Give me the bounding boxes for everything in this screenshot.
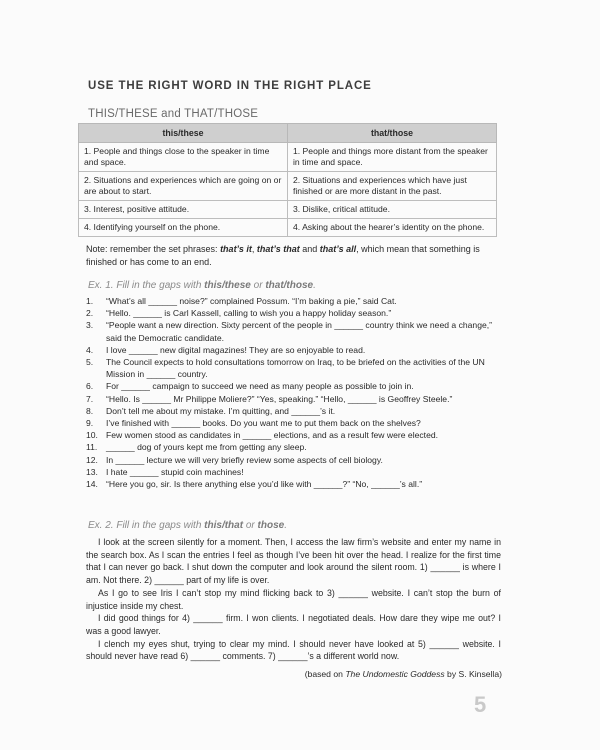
- item-text: “Here you go, sir. Is there anything else you’d like with ______?” “No, ______’s all.”: [106, 479, 423, 490]
- note-sep: ,: [251, 244, 257, 254]
- item-text: I love ______ new digital magazines! They are so enjoyable to read.: [106, 344, 366, 355]
- list-item: [86, 466, 504, 478]
- note-phrase-thats-that: that’s that: [256, 244, 300, 254]
- item-number: 11.: [86, 442, 98, 453]
- list-item: [86, 307, 504, 319]
- item-text: In ______ lecture we will very briefly review some aspects of cell biology.: [106, 454, 383, 465]
- note-sep: and: [299, 244, 320, 254]
- table-cell: 3. Dislike, critical attitude.: [288, 201, 497, 219]
- item-text: “People want a new direction. Sixty percent of the people in ______ country think we need a change,” said the Democratic candidate.: [106, 320, 493, 343]
- source-citation: [305, 669, 502, 679]
- item-text: “Hello. Is ______ Mr Philippe Moliere?” “Yes, speaking.” “Hello, ______ is Geoffrey Steele.”: [106, 393, 453, 404]
- item-number: 12.: [86, 454, 98, 465]
- section-subtitle: THIS/THESE and THAT/THOSE: [88, 108, 259, 120]
- table-row: [79, 143, 497, 172]
- item-number: 13.: [86, 466, 98, 477]
- item-text: Few women stood as candidates in ______ elections, and as a result few were elected.: [106, 430, 439, 441]
- item-number: 8.: [86, 405, 94, 416]
- item-number: 2.: [86, 308, 94, 319]
- prose-paragraph: I clench my eyes shut, trying to clear my mind. I should never have looked at 5) ______ website. I should never have read 6) ______ comments. 7) ______’s a different world now.: [86, 638, 501, 662]
- table-row: [79, 219, 497, 237]
- table-row: [79, 201, 497, 219]
- item-number: 4.: [86, 344, 94, 355]
- item-text: For ______ campaign to succeed we need as many people as possible to join in.: [106, 381, 414, 392]
- item-number: 10.: [86, 430, 98, 441]
- table-header-this-these: this/these: [79, 124, 288, 143]
- item-number: 14.: [86, 479, 98, 490]
- item-number: 3.: [86, 320, 94, 331]
- ex1-heading-text: .: [313, 280, 316, 291]
- exercise-2-heading: [88, 520, 287, 531]
- item-text: I’ve finished with ______ books. Do you want me to put them back on the shelves?: [106, 418, 421, 429]
- source-prefix: (based on: [304, 669, 346, 679]
- ex1-heading-word: this/these: [204, 280, 251, 291]
- note-phrase-thats-it: that’s it: [220, 244, 252, 254]
- source-suffix: by S. Kinsella): [444, 669, 502, 679]
- exercise-2-text: [86, 536, 501, 663]
- list-item: [86, 441, 504, 453]
- ex2-heading-text: Ex. 2. Fill in the gaps with: [88, 520, 205, 531]
- prose-paragraph: As I go to see Iris I can’t stop my mind flicking back to 3) ______ website. I can’t stop the burn of injustice inside my chest.: [86, 587, 501, 611]
- prose-paragraph: I did good things for 4) ______ firm. I won clients. I negotiated deals. How dare they wipe me out? I was a good lawyer.: [86, 613, 501, 636]
- item-text: I hate ______ stupid coin machines!: [106, 466, 244, 477]
- ex2-heading-word: those: [257, 520, 285, 531]
- list-item: [86, 393, 504, 405]
- note-phrase-thats-all: that’s all: [319, 244, 357, 254]
- page-number: 5: [474, 692, 487, 717]
- table-cell: 4. Identifying yourself on the phone.: [79, 219, 288, 237]
- table-cell: 2. Situations and experiences which have just finished or are more distant in the past.: [288, 172, 497, 201]
- ex1-heading-word: that/those: [265, 280, 314, 291]
- item-number: 6.: [86, 381, 94, 392]
- list-item: [86, 356, 504, 380]
- table-row: [79, 172, 497, 201]
- list-item: [86, 319, 504, 343]
- item-number: 7.: [86, 393, 94, 404]
- list-item: [86, 405, 504, 417]
- note-suffix: , which mean that something is finished or has come to an end.: [86, 244, 480, 267]
- item-text: Don’t tell me about my mistake. I’m quitting, and ______’s it.: [106, 405, 336, 416]
- rules-table: [78, 123, 497, 237]
- ex1-heading-text: Ex. 1. Fill in the gaps with: [88, 280, 205, 291]
- ex2-heading-text: .: [284, 520, 287, 531]
- ex2-heading-word: this/that: [204, 520, 244, 531]
- prose-paragraph: I look at the screen silently for a moment. Then, I access the law firm’s website and enter my name in the search box. As I scan the entries I feel as though I’ve been hit over the head. I realize for the first time that I can never go back. I shut down the computer and look around the silent room. 1) ______ is where I am. Not there. 2) ______ part of my life is over.: [86, 537, 501, 586]
- table-cell: 4. Asking about the hearer’s identity on the phone.: [288, 219, 497, 237]
- table-cell: 2. Situations and experiences which are going on or are about to start.: [79, 172, 288, 201]
- list-item: [86, 344, 504, 356]
- ex2-heading-text: or: [243, 520, 258, 531]
- item-text: “Hello. ______ is Carl Kassell, calling to wish you a happy holiday season.”: [106, 308, 392, 319]
- list-item: [86, 454, 504, 466]
- list-item: [86, 478, 504, 490]
- note-paragraph: [86, 243, 501, 269]
- exercise-1-list: [86, 295, 504, 490]
- item-number: 1.: [86, 296, 94, 306]
- source-title: The Undomestic Goddess: [345, 669, 445, 679]
- item-text: “What’s all ______ noise?” complained Possum. “I’m baking a pie,” said Cat.: [106, 296, 397, 306]
- table-cell: 3. Interest, positive attitude.: [79, 201, 288, 219]
- note-prefix: Note: remember the set phrases:: [86, 244, 221, 254]
- section-title: USE THE RIGHT WORD IN THE RIGHT PLACE: [88, 80, 372, 92]
- list-item: [86, 429, 504, 441]
- item-text: The Council expects to hold consultations tomorrow on Iraq, to be briefed on the activities of the UN Mission in ______ country.: [106, 357, 485, 380]
- table-header-that-those: that/those: [288, 124, 497, 143]
- item-number: 9.: [86, 418, 94, 429]
- exercise-1-heading: [88, 280, 316, 291]
- item-number: 5.: [86, 357, 94, 368]
- ex1-heading-text: or: [250, 280, 266, 291]
- item-text: ______ dog of yours kept me from getting any sleep.: [106, 442, 307, 453]
- list-item: [86, 380, 504, 392]
- table-cell: 1. People and things close to the speaker in time and space.: [79, 143, 288, 172]
- list-item: [86, 417, 504, 429]
- table-header-row: [79, 124, 497, 143]
- list-item: [86, 295, 504, 307]
- table-cell: 1. People and things more distant from the speaker in time and space.: [288, 143, 497, 172]
